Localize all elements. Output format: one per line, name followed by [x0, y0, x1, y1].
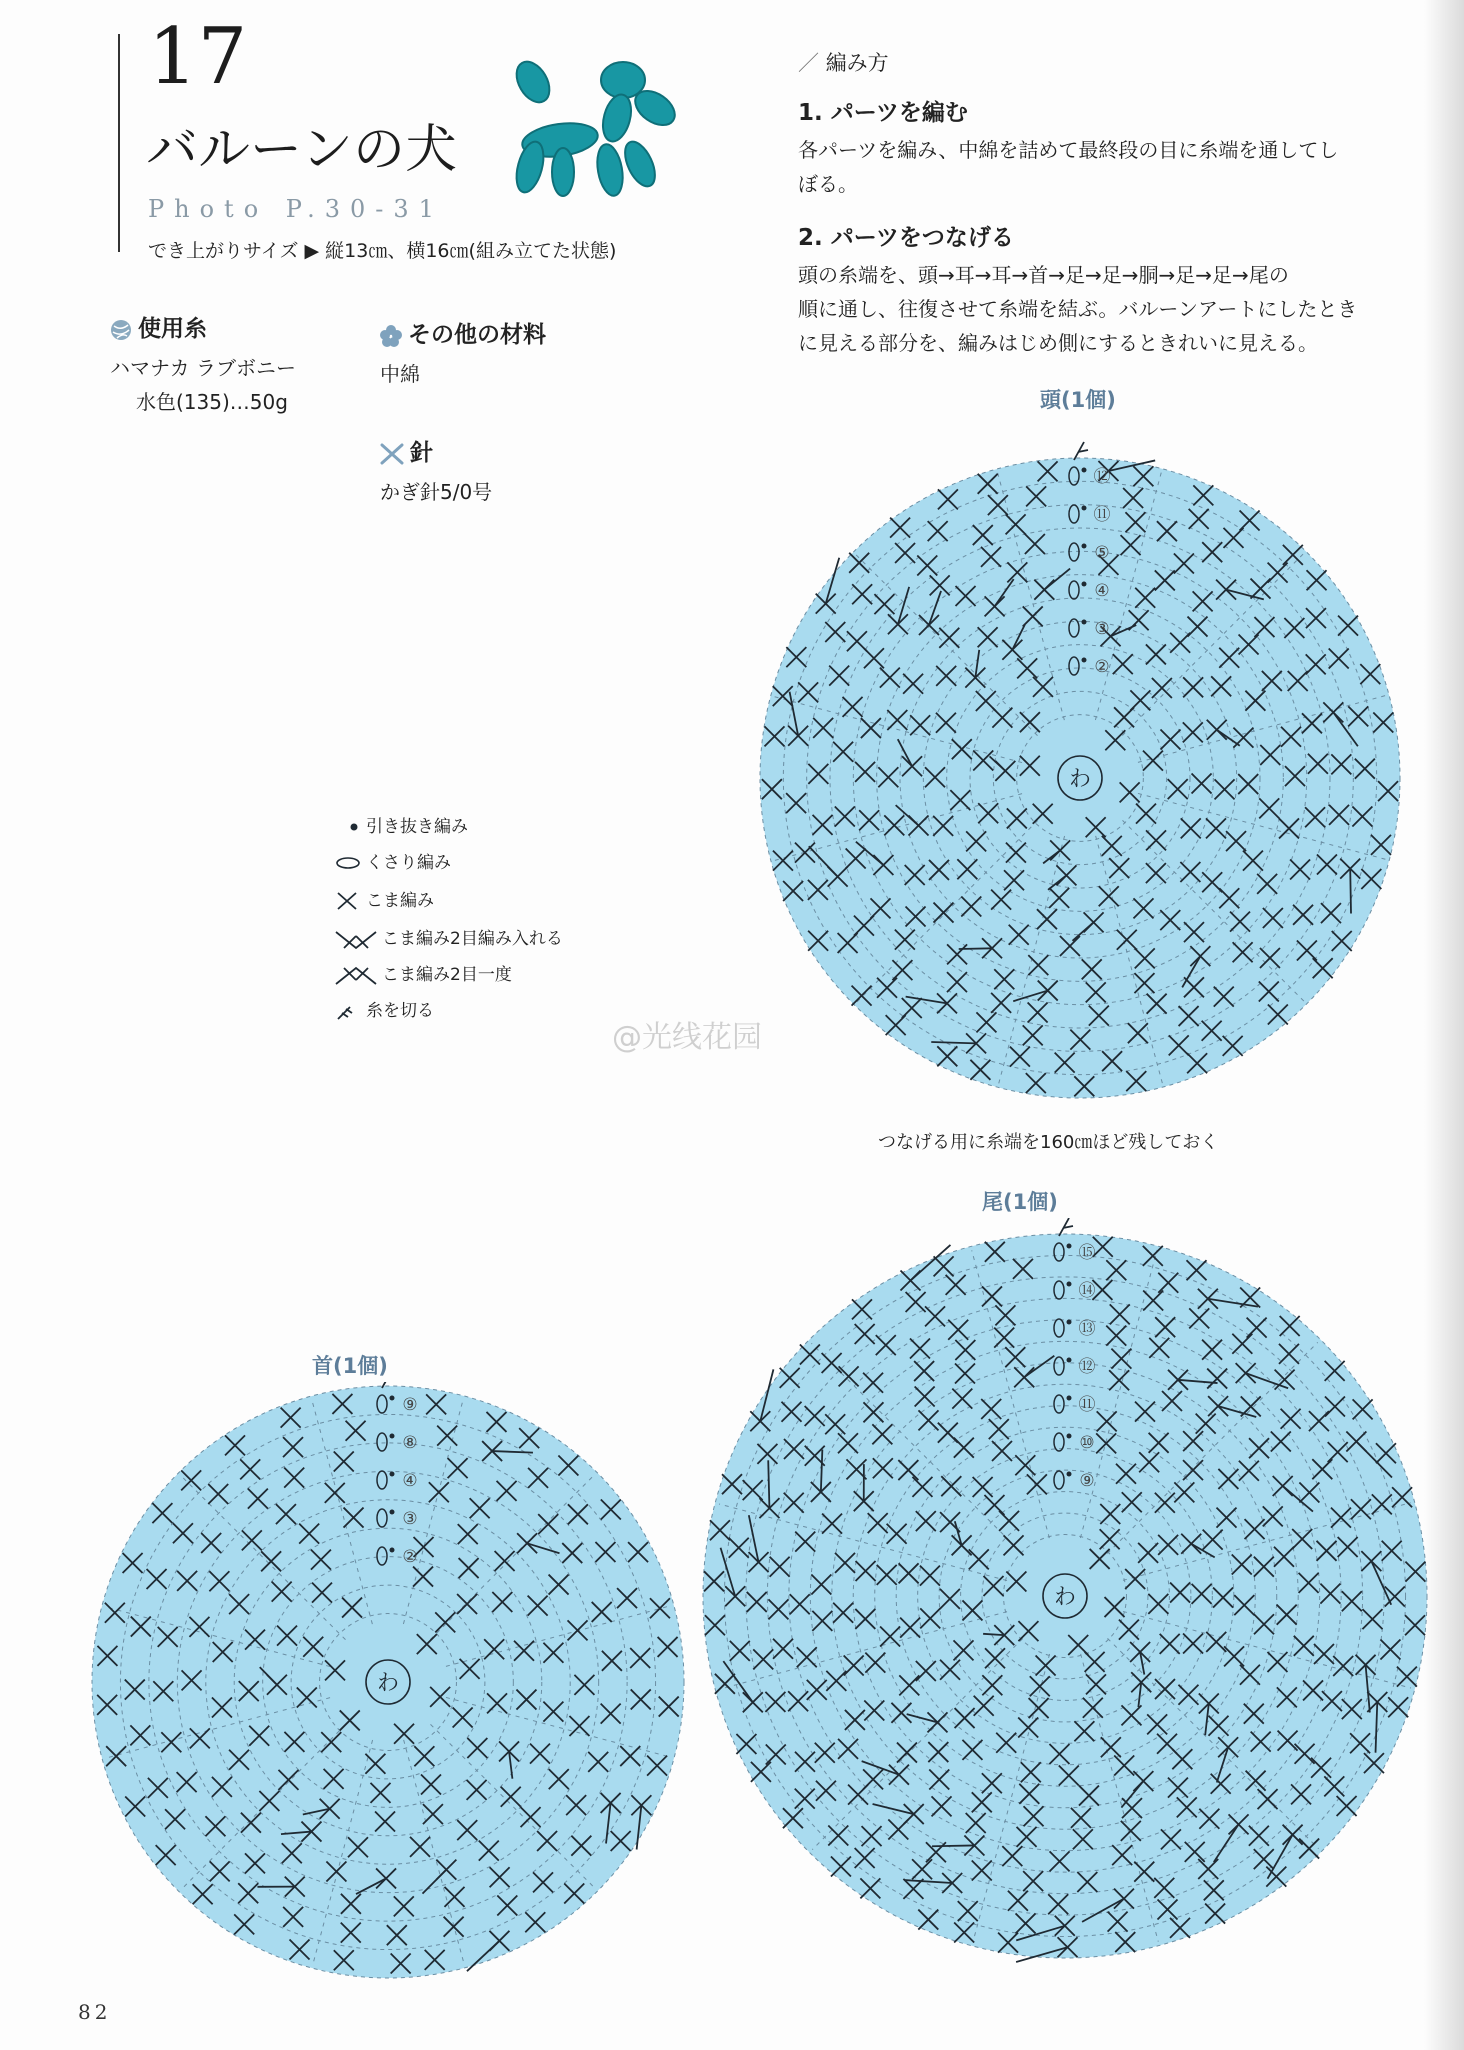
round-number: ⑨: [402, 1395, 418, 1415]
step1-title: 1. パーツを編む: [798, 100, 968, 126]
tail-stitch-chart: [700, 1218, 1430, 1968]
neck-chart-label: 首(1個): [312, 1354, 388, 1378]
yarn-section: [110, 310, 296, 419]
round-number: ③: [402, 1509, 418, 1529]
round-number: ④: [402, 1471, 418, 1491]
title-rule: [118, 34, 120, 252]
slip-mark: [390, 1472, 395, 1477]
step2-line2: 順に通し、往復させて糸端を結ぶ。バルーンアートにしたとき: [798, 297, 1358, 321]
stitch-legend: [334, 808, 654, 1028]
legend-label: こま編み: [366, 891, 434, 911]
round-number: ⑪: [1093, 505, 1111, 525]
pattern-title: バルーンの犬: [146, 120, 457, 180]
head-chart-label: 頭(1個): [1040, 388, 1116, 412]
slip-mark: [1067, 1396, 1072, 1401]
legend-slip-stitch: [334, 812, 468, 837]
yarn-heading-text: 使用糸: [138, 316, 207, 342]
slip-mark: [1067, 1472, 1072, 1477]
round-number: ③: [1094, 619, 1110, 639]
round-number: ⑫: [1093, 467, 1111, 487]
step2-line3: に見える部分を、編みはじめ側にするときれいに見える。: [798, 331, 1318, 355]
yarn-line2: 水色(135)…50g: [136, 390, 288, 414]
needle-value: かぎ針5/0号: [380, 480, 493, 504]
round-number: ⑬: [1078, 1319, 1096, 1339]
photo-reference: Photo P.30-31: [148, 195, 444, 223]
flower-icon: [380, 325, 402, 347]
yarn-heading: [110, 310, 296, 343]
slip-mark: [1067, 1244, 1072, 1249]
needle-heading-text: 針: [410, 440, 433, 466]
neck-stitch-chart: [90, 1382, 686, 1986]
cut-yarn-mark: [1074, 442, 1088, 460]
increase-stroke: [932, 1845, 974, 1846]
increase-icon: [334, 928, 378, 950]
legend-label: こま編み2目一度: [382, 965, 512, 985]
slip-mark: [1067, 1434, 1072, 1439]
needle-heading: [380, 434, 492, 467]
single-crochet-icon: [334, 891, 362, 911]
other-heading: [380, 316, 546, 349]
round-number: ⑨: [1079, 1471, 1095, 1491]
chain-stitch-icon: [334, 856, 362, 870]
page-gutter-shadow: [1424, 0, 1464, 2050]
pattern-number: 17: [148, 12, 248, 102]
round-number: ⑮: [1078, 1243, 1096, 1263]
round-number: ⑧: [402, 1433, 418, 1453]
slip-mark: [390, 1396, 395, 1401]
crossed-needles-icon: [380, 443, 404, 465]
round-number: ⑩: [1079, 1433, 1095, 1453]
slip-mark: [1082, 658, 1087, 663]
slip-mark: [390, 1434, 395, 1439]
round-number: ②: [1094, 657, 1110, 677]
slip-mark: [1082, 468, 1087, 473]
decrease-icon: [334, 964, 378, 986]
instructions-heading: ／ 編み方: [798, 51, 889, 75]
round-number: ⑤: [1094, 543, 1110, 563]
slip-mark: [1082, 544, 1087, 549]
round-number: ⑭: [1078, 1281, 1096, 1301]
legend-cut-yarn: [334, 996, 434, 1021]
step1-line1: 各パーツを編み、中綿を詰めて最終段の目に糸端を通してし: [798, 138, 1339, 162]
increase-stroke: [768, 1460, 769, 1508]
slip-mark: [1082, 582, 1087, 587]
head-stitch-chart: [750, 428, 1414, 1108]
slip-mark: [390, 1510, 395, 1515]
slip-mark: [1082, 620, 1087, 625]
legend-single-crochet: [334, 886, 434, 911]
needle-section: [380, 434, 492, 509]
round-number: ②: [402, 1547, 418, 1567]
other-value: 中綿: [380, 362, 420, 386]
head-note: つなげる用に糸端を160㎝ほど残しておく: [878, 1132, 1219, 1153]
round-number: ④: [1094, 581, 1110, 601]
slip-mark: [1067, 1282, 1072, 1287]
page-number: 82: [78, 2000, 112, 2024]
legend-label: こま編み2目編み入れる: [382, 929, 563, 949]
other-heading-text: その他の材料: [408, 322, 546, 348]
step2-title: 2. パーツをつなげる: [798, 225, 1014, 251]
other-materials-section: [380, 316, 546, 391]
slip-stitch-icon: [334, 820, 362, 834]
legend-label: 糸を切る: [366, 1001, 434, 1021]
magic-ring-label: わ: [1053, 1585, 1077, 1610]
tail-chart-label: 尾(1個): [982, 1190, 1058, 1214]
watermark: @光线花园: [612, 1020, 762, 1055]
round-number: ⑪: [1078, 1395, 1096, 1415]
slip-mark: [1082, 506, 1087, 511]
legend-label: くさり編み: [366, 853, 451, 873]
yarn-ball-icon: [110, 319, 132, 341]
magic-ring-label: わ: [1068, 767, 1092, 792]
round-number: ⑫: [1078, 1357, 1096, 1377]
finished-size: でき上がりサイズ ▶ 縦13㎝、横16㎝(組み立てた状態): [148, 240, 617, 262]
magic-ring-label: わ: [376, 1671, 400, 1696]
yarn-line1: ハマナカ ラブボニー: [110, 356, 296, 380]
increase-stroke: [1350, 869, 1351, 914]
balloon-dog-illustration: [505, 52, 685, 202]
legend-chain-stitch: [334, 848, 451, 873]
legend-increase: [334, 924, 563, 950]
legend-label: 引き抜き編み: [366, 817, 468, 837]
legend-decrease: [334, 960, 512, 986]
slip-mark: [1067, 1358, 1072, 1363]
cut-yarn-icon: [334, 1001, 362, 1021]
step1-line2: ぼる。: [798, 172, 858, 196]
cut-yarn-mark: [1059, 1218, 1073, 1236]
instructions-heading-text: 編み方: [825, 51, 889, 75]
slip-mark: [390, 1548, 395, 1553]
instructions: [798, 46, 1438, 360]
slip-mark: [1067, 1320, 1072, 1325]
step2-line1: 頭の糸端を、頭→耳→耳→首→足→足→胴→足→足→尾の: [798, 263, 1289, 287]
